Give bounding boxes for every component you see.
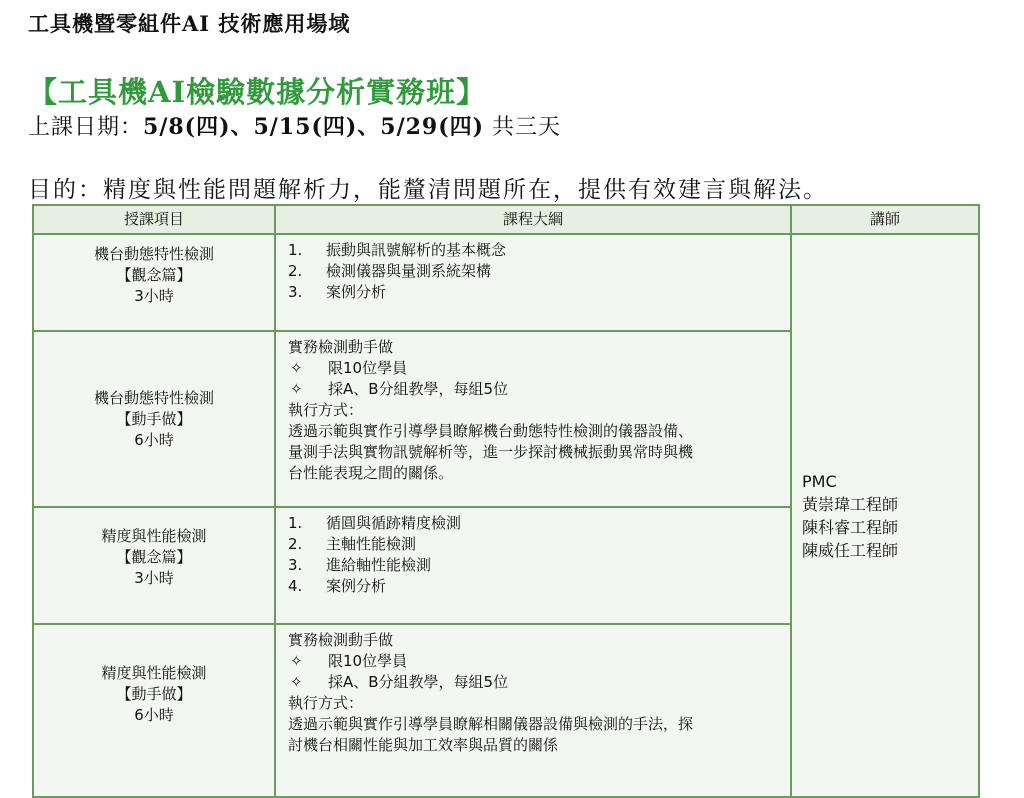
diamond-icon: ✧ (290, 380, 303, 398)
instructor-cell (791, 234, 979, 797)
outline-cell (275, 507, 791, 624)
outline-item (288, 513, 782, 534)
course-dates (28, 110, 561, 141)
date-suffix: 共三天 (484, 115, 562, 140)
outline-number: 2. (288, 535, 303, 553)
date-label: 上課日期： (28, 115, 144, 140)
item-type: 【動手做】 (116, 409, 192, 428)
header-instructor: 講師 (791, 205, 979, 234)
outline-item (288, 282, 782, 303)
item-cell (33, 624, 275, 797)
diamond-icon: ✧ (290, 652, 303, 670)
item-name: 機台動態特性檢測 (93, 388, 214, 407)
diamond-icon: ✧ (290, 673, 303, 691)
outline-text: 振動與訊號解析的基本概念 (326, 241, 507, 259)
outline-text: 案例分析 (326, 577, 387, 595)
diamond-icon: ✧ (290, 359, 303, 377)
method-text: 透過示範與實作引導學員瞭解相關儀器設備與檢測的手法，探 (288, 715, 694, 733)
bullet-text: 限10位學員 (328, 359, 408, 377)
outline-intro: 實務檢測動手做 (288, 631, 394, 649)
bullet-text: 採A、B分組教學，每組5位 (328, 673, 509, 691)
outline-item (288, 576, 782, 597)
instructor-name: 陳威任工程師 (802, 540, 899, 560)
syllabus-table (32, 204, 980, 798)
item-name: 精度與性能檢測 (101, 664, 207, 682)
item-hours: 3小時 (134, 569, 174, 587)
outline-bullet (288, 358, 782, 379)
outline-text: 進給軸性能檢測 (326, 556, 432, 574)
item-hours: 6小時 (134, 706, 174, 724)
outline-text: 循圓與循跡精度檢測 (326, 514, 462, 532)
method-label: 執行方式： (288, 694, 364, 712)
outline-text: 案例分析 (326, 283, 387, 301)
outline-cell (275, 234, 791, 331)
instructor-name: 陳科睿工程師 (802, 517, 899, 537)
outline-cell (275, 331, 791, 507)
item-type: 【觀念篇】 (116, 266, 192, 284)
outline-number: 1. (288, 514, 303, 532)
item-cell (33, 234, 275, 331)
instructor-org: PMC (802, 471, 837, 491)
outline-text: 主軸性能檢測 (326, 535, 417, 553)
item-hours: 3小時 (134, 287, 174, 305)
item-name: 精度與性能檢測 (101, 527, 207, 545)
outline-number: 4. (288, 577, 303, 595)
outline-item (288, 534, 782, 555)
outline-cell (275, 624, 791, 797)
method-text: 台性能表現之間的關係。 (288, 464, 454, 482)
outline-number: 3. (288, 283, 303, 301)
instructor-name: 黃崇瑋工程師 (802, 494, 899, 514)
item-type: 【動手做】 (116, 685, 192, 703)
header-item: 授課項目 (33, 205, 275, 234)
table-header-row (33, 205, 979, 234)
item-cell (33, 331, 275, 507)
bullet-text: 限10位學員 (328, 652, 408, 670)
outline-number: 2. (288, 262, 303, 280)
outline-item (288, 555, 782, 576)
outline-bullet (288, 672, 782, 693)
outline-item (288, 240, 782, 261)
outline-item (288, 261, 782, 282)
table-row (33, 234, 979, 331)
item-type: 【觀念篇】 (116, 548, 192, 566)
page-heading: 工具機暨零組件AI 技術應用場域 (28, 11, 351, 36)
outline-bullet (288, 651, 782, 672)
method-text: 討機台相關性能與加工效率與品質的關係 (288, 736, 559, 754)
item-hours: 6小時 (134, 430, 174, 449)
outline-bullet (288, 379, 782, 400)
item-cell (33, 507, 275, 624)
header-outline: 課程大綱 (275, 205, 791, 234)
method-label: 執行方式： (288, 401, 364, 419)
course-title: 【工具機AI檢驗數據分析實務班】 (28, 75, 487, 109)
course-purpose: 目的：精度與性能問題解析力，能釐清問題所在，提供有效建言與解法。 (28, 177, 828, 203)
item-name: 機台動態特性檢測 (93, 245, 214, 263)
method-text: 量測手法與實物訊號解析等，進一步探討機械振動異常時與機 (288, 443, 694, 461)
outline-number: 1. (288, 241, 303, 259)
date-values: 5/8(四)、5/15(四)、5/29(四) (143, 114, 485, 140)
outline-text: 檢測儀器與量測系統架構 (326, 262, 492, 280)
outline-intro: 實務檢測動手做 (288, 338, 394, 356)
outline-number: 3. (288, 556, 303, 574)
bullet-text: 採A、B分組教學，每組5位 (328, 380, 509, 398)
method-text: 透過示範與實作引導學員瞭解機台動態特性檢測的儀器設備、 (288, 422, 694, 440)
